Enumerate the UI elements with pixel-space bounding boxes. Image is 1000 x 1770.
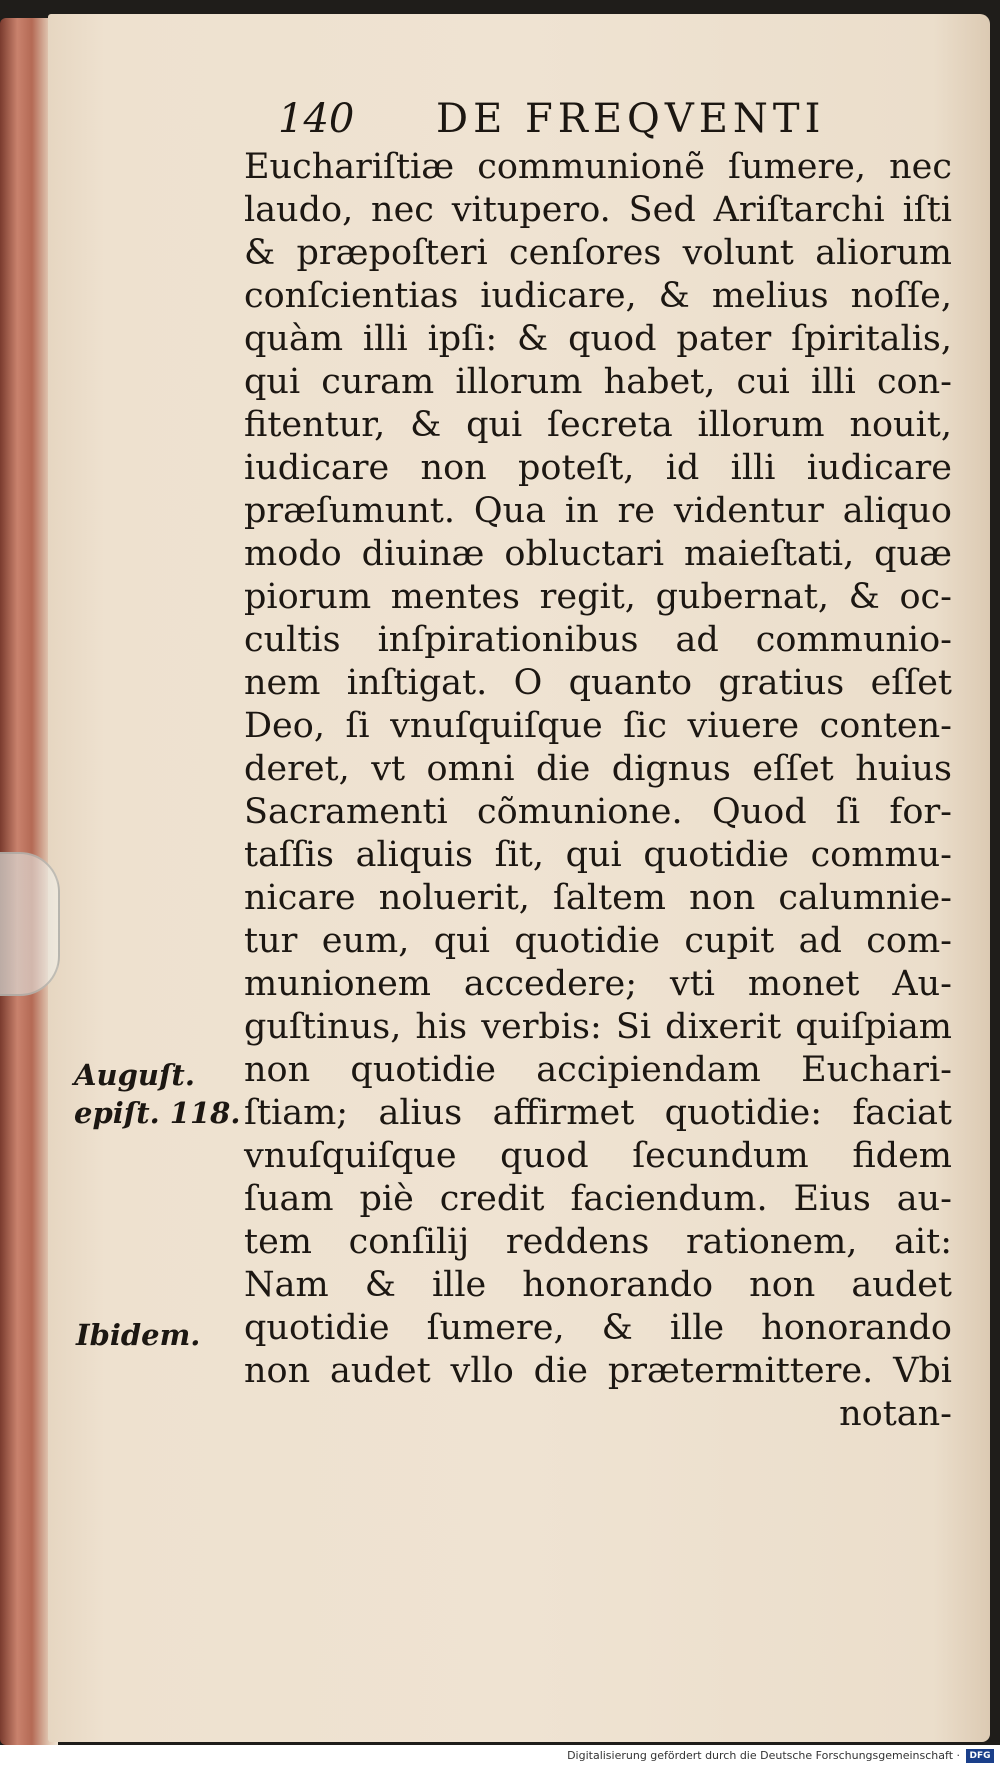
page-clip	[0, 852, 60, 996]
text-line: taſſis aliquis ſit, qui quotidie commu-	[244, 835, 952, 875]
text-line: nicare noluerit, ſaltem non calumnie-	[244, 878, 952, 918]
text-line: munionem accedere; vti monet Au-	[244, 964, 952, 1004]
text-line: fitentur, & qui ſecreta illorum nouit,	[244, 405, 952, 445]
text-line: tem conſilij reddens rationem, ait:	[244, 1222, 952, 1262]
margin-note-line: Ibidem.	[76, 1318, 201, 1352]
page-number: 140	[278, 96, 355, 142]
text-line: piorum mentes regit, gubernat, & oc-	[244, 577, 952, 617]
text-line: qui curam illorum habet, cui illi con-	[244, 362, 952, 402]
text-line: præſumunt. Qua in re videntur aliquo	[244, 491, 952, 531]
text-line: non audet vllo die prætermittere. Vbi	[244, 1351, 952, 1391]
margin-note-august	[74, 1058, 240, 1130]
text-line: quotidie ſumere, & ille honorando	[244, 1308, 952, 1348]
text-line: ſtiam; alius affirmet quotidie: faciat	[244, 1093, 952, 1133]
text-line: non quotidie accipiendam Euchari-	[244, 1050, 952, 1090]
margin-note-line: epiſt. 118.	[74, 1096, 241, 1130]
text-line: ſuam piè credit faciendum. Eius au-	[244, 1179, 952, 1219]
text-line: Euchariſtiæ communionẽ ſumere, nec	[244, 147, 952, 187]
body-text	[244, 146, 952, 1436]
text-line: conſcientias iudicare, & melius noſſe,	[244, 276, 952, 316]
text-line: cultis inſpirationibus ad communio-	[244, 620, 952, 660]
text-line: guſtinus, his verbis: Si dixerit quiſpiam	[244, 1007, 952, 1047]
text-line: deret, vt omni die dignus eſſet huius	[244, 749, 952, 789]
text-line: nem inſtigat. O quanto gratius eſſet	[244, 663, 952, 703]
running-header	[278, 96, 868, 146]
margin-note-line: Auguſt.	[74, 1058, 195, 1092]
text-line: vnuſquiſque quod ſecundum fidem	[244, 1136, 952, 1176]
catchword: notan-	[839, 1394, 952, 1434]
text-line: iudicare non poteſt, id illi iudicare	[244, 448, 952, 488]
text-line: tur eum, qui quotidie cupit ad com-	[244, 921, 952, 961]
funding-credit: Digitalisierung gefördert durch die Deutsche Forschungsgemeinschaft ·	[567, 1749, 960, 1762]
text-line: Deo, ſi vnuſquiſque ſic viuere conten-	[244, 706, 952, 746]
text-line: Sacramenti cõmunione. Quod ſi for-	[244, 792, 952, 832]
text-line: quàm illi ipſi: & quod pater ſpiritalis,	[244, 319, 952, 359]
margin-note-ibidem	[76, 1318, 200, 1352]
text-line: Nam & ille honorando non audet	[244, 1265, 952, 1305]
text-line: laudo, nec vitupero. Sed Ariſtarchi iſti	[244, 190, 952, 230]
footer-bar	[0, 1745, 1000, 1770]
running-title: DE FREQVENTI	[436, 96, 826, 142]
dfg-logo-icon: DFG	[966, 1749, 994, 1763]
text-line: & præpoſteri cenſores volunt aliorum	[244, 233, 952, 273]
text-line: modo diuinæ obluctari maieſtati, quæ	[244, 534, 952, 574]
